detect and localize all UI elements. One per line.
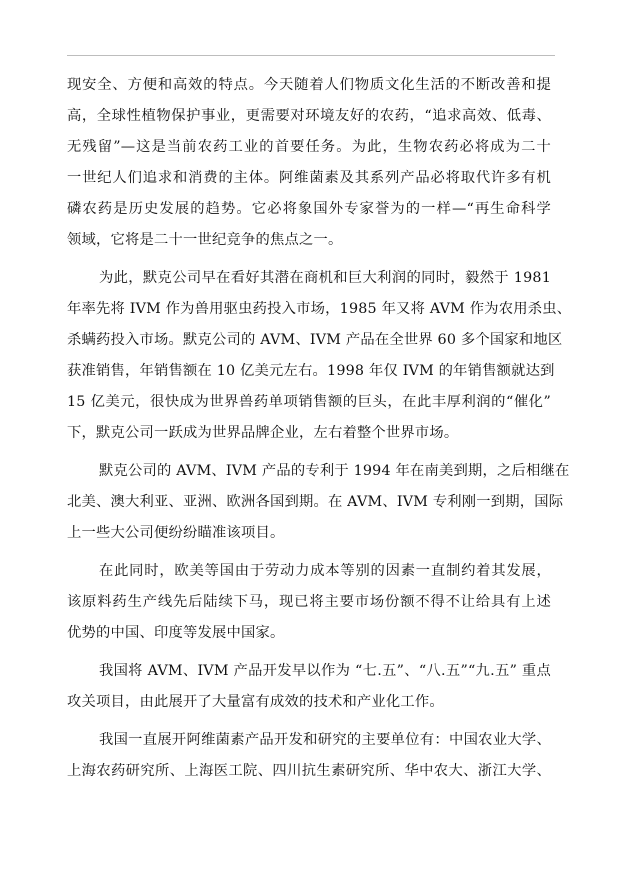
text-line: 攻关项目，由此展开了大量富有成效的技术和产业化工作。 xyxy=(67,694,444,710)
text-line: 该原料药生产线先后陆续下马，现已将主要市场份额不得不让给具有上述 xyxy=(67,594,551,610)
paragraph-3 xyxy=(67,456,570,549)
text-line: 北美、澳大利亚、亚洲、欧洲各国到期。在 AVM、IVM 专利刚一到期，国际 xyxy=(67,494,564,510)
text-line: 上一些大公司便纷纷瞄准该项目。 xyxy=(67,525,285,541)
text-line: 磷农药是历史发展的趋势。它必将象国外专家誉为的一样—“再生命科学 xyxy=(67,201,551,217)
text-line: 现安全、方便和高效的特点。今天随着人们物质文化生活的不断改善和提 xyxy=(67,77,551,93)
text-line: 领域，它将是二十一世纪竞争的焦点之一。 xyxy=(67,232,343,248)
text-line: 一世纪人们追求和消费的主体。阿维菌素及其系列产品必将取代许多有机 xyxy=(67,170,551,186)
text-line: 获准销售，年销售额在 10 亿美元左右。1998 年仅 IVM 的年销售额就达到 xyxy=(67,363,555,379)
text-line: 15 亿美元，很快成为世界兽药单项销售额的巨头，在此丰厚利润的“催化” xyxy=(67,394,551,410)
text-line: 无残留”—这是当前农药工业的首要任务。为此，生物农药必将成为二十 xyxy=(67,139,551,155)
paragraph-2 xyxy=(67,263,572,449)
text-line: 上海农药研究所、上海医工院、四川抗生素研究所、华中农大、浙江大学、 xyxy=(67,763,551,779)
text-line: 下，默克公司一跃成为世界品牌企业，左右着整个世界市场。 xyxy=(67,425,459,441)
text-line: 高，全球性植物保护事业，更需要对环境友好的农药，“追求高效、低毒、 xyxy=(67,108,551,124)
paragraph-1 xyxy=(67,70,551,256)
text-line: 年率先将 IVM 作为兽用驱虫药投入市场，1985 年又将 AVM 作为农用杀虫、 xyxy=(67,301,572,317)
text-line: 我国将 AVM、IVM 产品开发早以作为 “七.五”、“八.五”“九.五” 重点 xyxy=(99,663,551,679)
paragraph-5 xyxy=(67,656,551,718)
paragraph-6 xyxy=(67,725,551,787)
text-line: 杀螨药投入市场。默克公司的 AVM、IVM 产品在全世界 60 多个国家和地区 xyxy=(67,332,563,348)
text-line: 优势的中国、印度等发展中国家。 xyxy=(67,625,285,641)
text-line: 我国一直展开阿维菌素产品开发和研究的主要单位有：中国农业大学、 xyxy=(99,732,551,748)
text-line: 为此，默克公司早在看好其潜在商机和巨大利润的同时，毅然于 1981 xyxy=(99,270,551,286)
body-text xyxy=(67,70,572,787)
text-line: 默克公司的 AVM、IVM 产品的专利于 1994 年在南美到期，之后相继在 xyxy=(99,463,570,479)
paragraph-4 xyxy=(67,556,551,649)
header-rule xyxy=(67,55,555,56)
text-line: 在此同时，欧美等国由于劳动力成本等别的因素一直制约着其发展， xyxy=(99,563,551,579)
